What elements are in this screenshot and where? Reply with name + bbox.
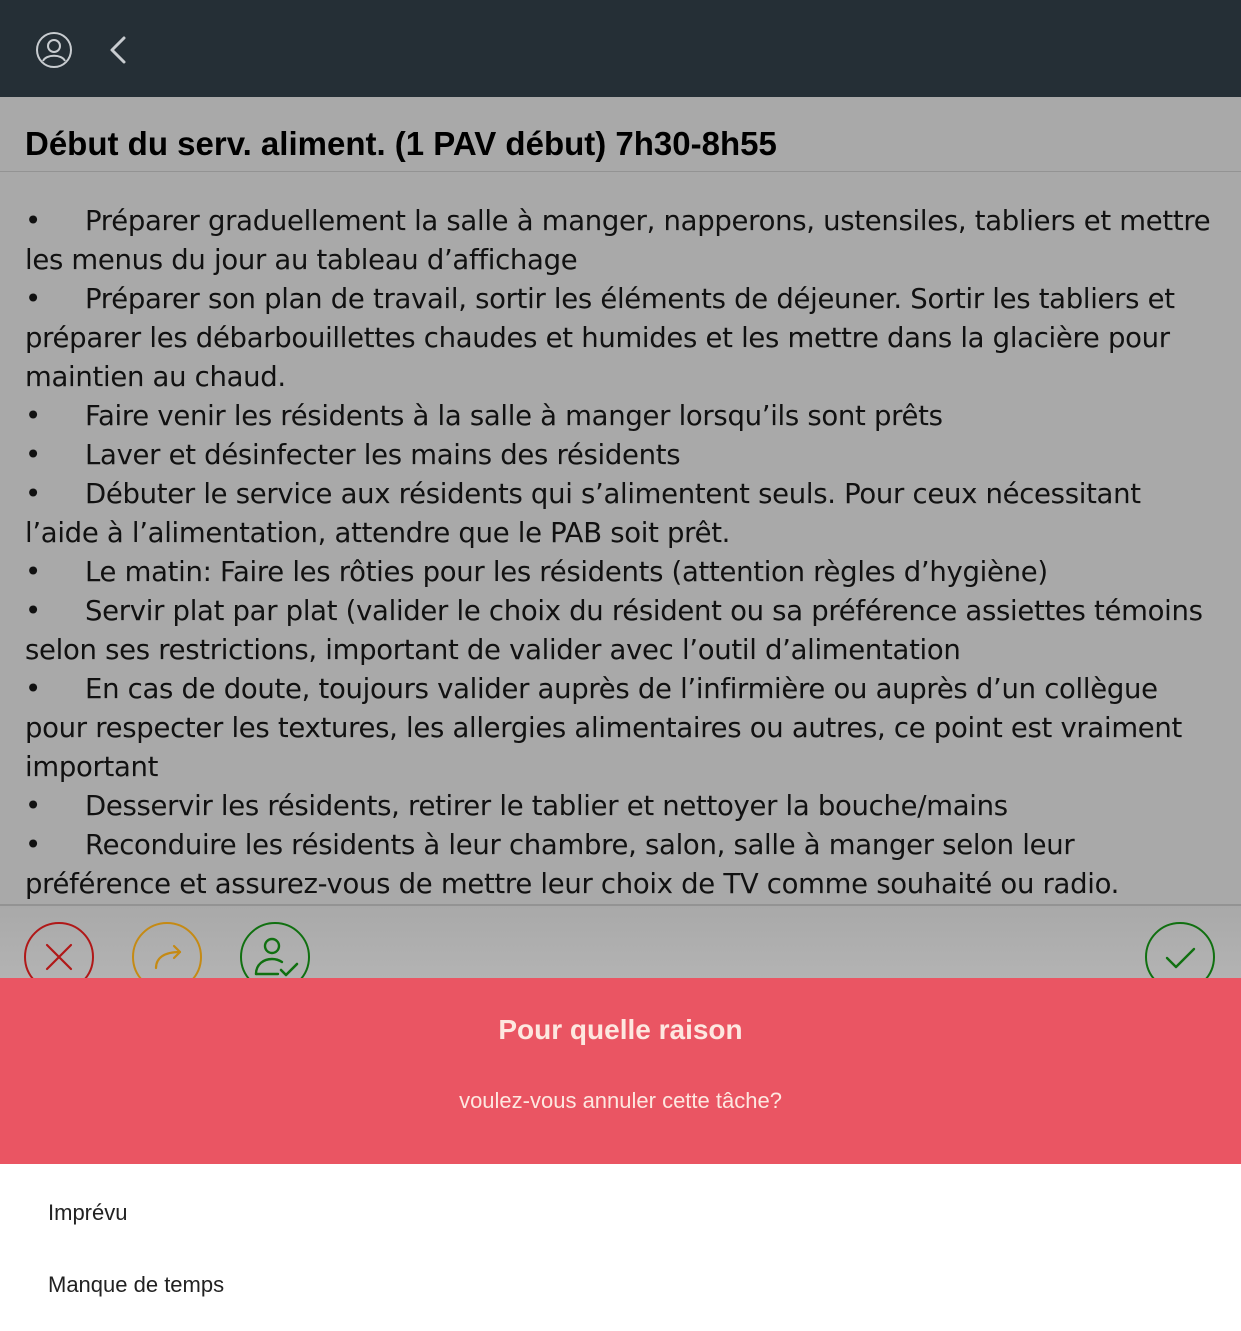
task-step: • Préparer son plan de travail, sortir les éléments de déjeuner. Sortir les tabliers et préparer les débarbouillettes chaudes et humides et les mettre dans la glacière pour maintien au chaud. [25,283,1175,393]
task-step: • Desservir les résidents, retirer le tablier et nettoyer la bouche/mains [25,790,1008,822]
top-bar [0,0,1241,97]
task-step: • Le matin: Faire les rôties pour les résidents (attention règles d’hygiène) [25,556,1048,588]
task-step: • Préparer graduellement la salle à manger, napperons, ustensiles, tabliers et mettre les menus du jour au tableau d’affichage [25,205,1211,276]
reason-option-unforeseen[interactable]: Imprévu [48,1200,128,1225]
reason-option-lack-of-time[interactable]: Manque de temps [48,1272,225,1297]
task-step: • Faire venir les résidents à la salle à manger lorsqu’ils sont prêts [25,400,943,432]
cancel-reason-dialog-header [0,978,1241,1164]
task-step: • Servir plat par plat (valider le choix du résident ou sa préférence assiettes témoins selon ses restrictions, important de valider avec l’outil d’alimentation [25,595,1203,666]
task-step: • En cas de doute, toujours valider auprès de l’infirmière ou auprès d’un collègue pour respecter les textures, les allergies alimentaires ou autres, ce point est vraiment important [25,673,1183,783]
task-step: • Reconduire les résidents à leur chambre, salon, salle à manger selon leur préférence et assurez-vous de mettre leur choix de TV comme souhaité ou radio. [25,829,1120,900]
cancel-reason-options [0,1164,1241,1331]
task-title: Début du serv. aliment. (1 PAV début) 7h30-8h55 [25,125,777,162]
dialog-subtitle: voulez-vous annuler cette tâche? [459,1088,782,1113]
divider [0,171,1241,172]
dialog-title: Pour quelle raison [498,1014,743,1045]
task-step: • Débuter le service aux résidents qui s’alimentent seuls. Pour ceux nécessitant l’aide à l’alimentation, attendre que le PAB soit prêt. [25,478,1141,549]
chevron-left-icon[interactable] [100,30,140,70]
action-bar [0,906,1241,978]
task-step: • Laver et désinfecter les mains des résidents [25,439,681,471]
task-steps [25,202,1220,904]
user-circle-icon[interactable] [34,30,74,70]
